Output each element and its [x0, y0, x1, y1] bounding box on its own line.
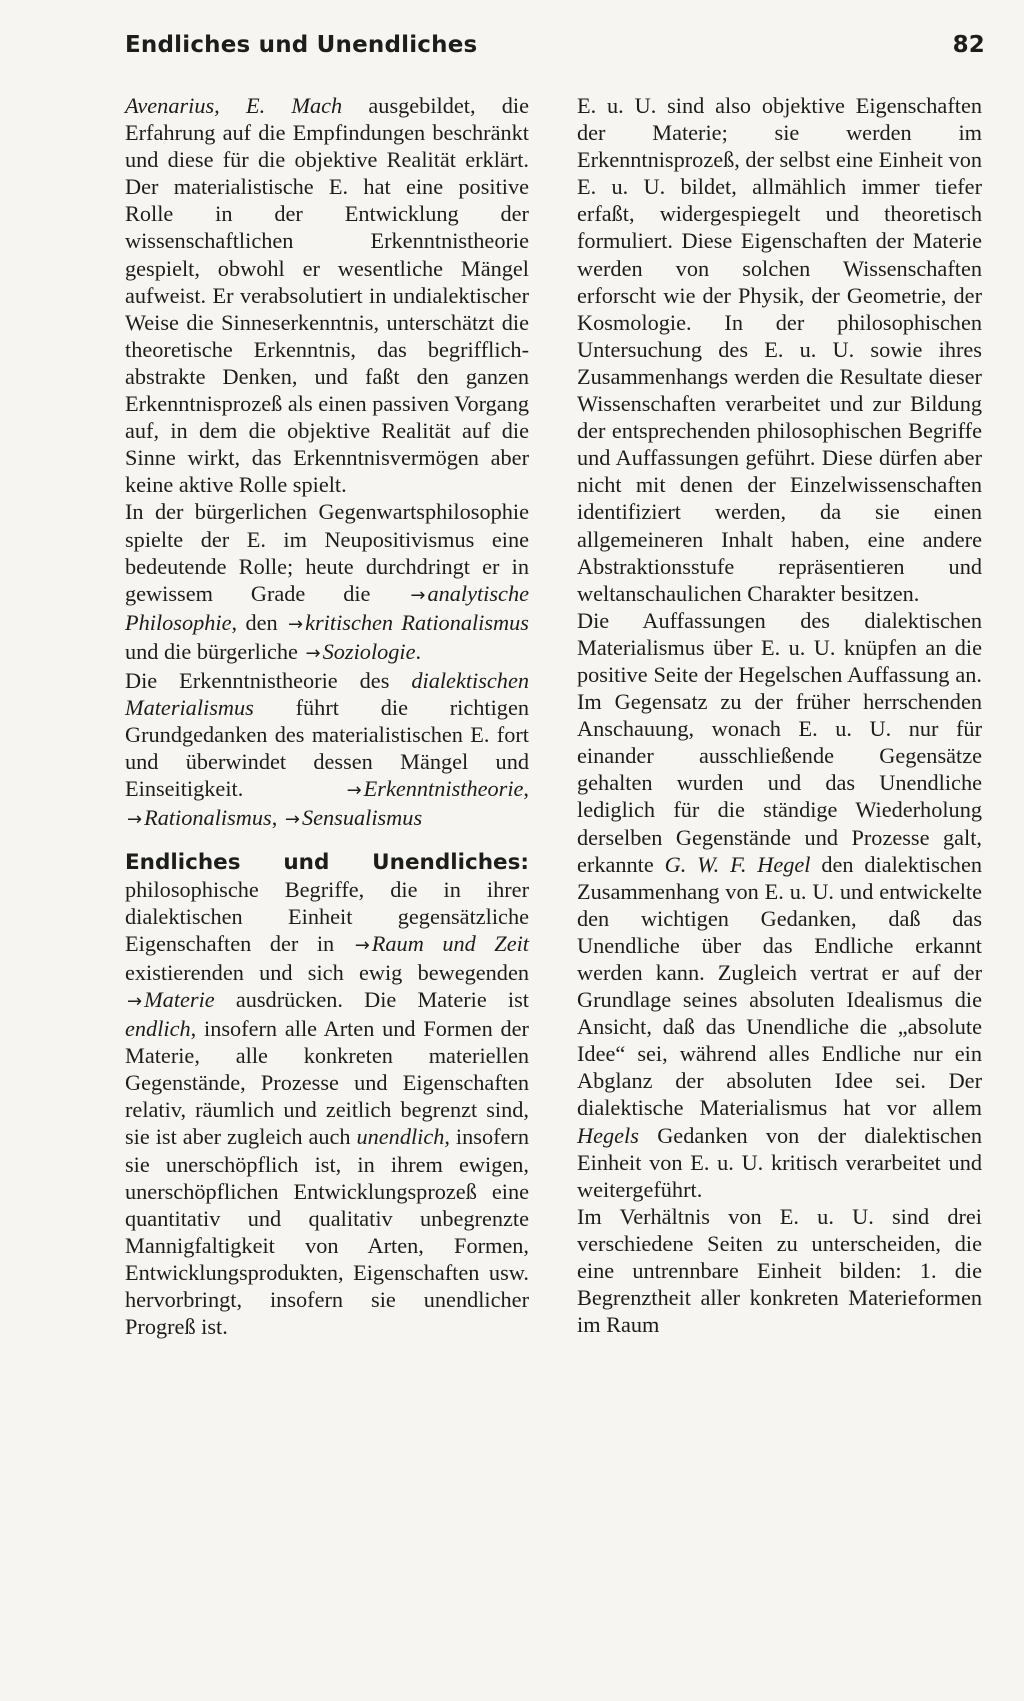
cross-reference-arrow-icon: → — [284, 809, 300, 831]
text-run: In der bürgerlichen Gegenwartsphilosophie spielte der E. im Neupositivismus eine bedeutende Rolle; heute durchdringt er in gewissem Grade die — [125, 499, 529, 606]
paragraph-three-aspects — [577, 1203, 982, 1338]
text-run: Gedanken von der dialektischen Einheit von E. u. U. kritisch verarbeitet und weitergeführt. — [577, 1122, 982, 1202]
cross-reference-arrow-icon: → — [288, 613, 304, 635]
cross-reference-arrow-icon: → — [127, 809, 143, 831]
text-run: E. u. U. sind also objektive Eigenschaften der Materie; sie werden im Erkenntnisprozeß, der selbst eine Einheit von E. u. U. bildet, allmählich immer tiefer erfaßt, widergespiegelt und theoretisch formuliert. Diese Eigenschaften der Materie werden von solchen Wissenschaften erforscht wie der Physik, der Geometrie, der Kosmologie. In der philosophischen Untersuchung des E. u. U. sowie ihres Zusammenhangs werden die Resultate dieser Wissenschaften verarbeitet und zur Bildung der entsprechenden philosophischen Begriffe und Auffassungen geführt. Diese dürfen aber nicht mit denen der Einzelwissenschaften identifiziert werden, da sie einen allgemeineren Inhalt haben, eine andere Abstraktionsstufe repräsentieren und weltanschaulichen Charakter besitzen. — [577, 93, 982, 606]
cross-reference-link[interactable]: Erkenntnistheorie — [363, 776, 524, 802]
right-column — [577, 92, 982, 1338]
text-run: führt die richtigen Grundgedanken des materialistischen E. fort und überwindet dessen Mängel und Einseitigkeit. — [125, 695, 529, 802]
text-run: , — [271, 805, 283, 831]
italic-term: G. W. F. Hegel — [664, 851, 811, 877]
entry-endliches-unendliches — [125, 848, 529, 1341]
paragraph-hegel — [577, 607, 982, 1203]
paragraph-empiricism-continued — [125, 92, 529, 498]
cross-reference-link[interactable]: Materie — [144, 987, 215, 1012]
text-run: Die Auffassungen des dialektischen Materialismus über E. u. U. knüpfen an die positive Seite der Hegelschen Auffassung an. Im Gegensatz zu der früher herrschenden Anschauung, wonach E. u. U. nur für einander ausschließende Gegensätze gehalten wurden und das Unendliche lediglich für die ständige Wiederholung derselben Gegenstände und Prozesse galt, erkannte — [577, 607, 982, 877]
cross-reference-arrow-icon: → — [354, 934, 370, 956]
italic-term: dialektischen Materialismus — [125, 667, 529, 721]
cross-reference-arrow-icon: → — [346, 780, 362, 802]
entry-headword: Endliches und Unendliches: — [125, 849, 529, 875]
text-run: Die Erkenntnistheorie des — [125, 667, 412, 693]
italic-term: Avenarius, E. Mach — [125, 93, 343, 118]
paragraph-dialectical-epistemology — [125, 667, 529, 834]
paragraph-objective-properties — [577, 92, 982, 607]
text-run: den dialektischen Zusammenhang von E. u. U. und entwickelte den wichtigen Gedanken, daß das Unendliche über das Endliche erkannt werden kann. Zugleich vertrat er auf der Grundlage seines absoluten Idealismus die Ansicht, daß das Unendliche die „absolute Idee“ sei, während alles Endliche nur ein Abglanz der absoluten Idee sei. Der dialektische Materialismus hat vor allem — [577, 851, 982, 1121]
cross-reference-arrow-icon: → — [305, 642, 321, 664]
cross-reference-link[interactable]: Sensualismus — [301, 805, 423, 831]
text-run: und die bürgerliche — [125, 638, 304, 664]
page-number: 82 — [952, 32, 985, 58]
cross-reference-link[interactable]: Soziologie — [322, 638, 416, 664]
text-run: , — [523, 776, 529, 802]
italic-term: endlich — [125, 1016, 191, 1042]
text-run: , insofern alle Arten und Formen der Materie, alle konkreten materiellen Gegenstände, Prozesse und Eigenschaften relativ, räumlich und zeitlich begrenzt sind, sie ist aber zugleich auch — [125, 1016, 529, 1150]
cross-reference-link[interactable]: Raum und Zeit — [371, 930, 529, 956]
italic-term: unendlich — [356, 1124, 445, 1150]
cross-reference-link[interactable]: analytische Philosophie — [125, 580, 529, 635]
running-head-title: Endliches und Unendliches — [125, 32, 478, 58]
text-run: ausgebildet, die Erfahrung auf die Empfindungen beschränkt und diese für die objektive Realität erklärt. Der materialistische E. hat eine positive Rolle in der Entwicklung der wissenschaftlichen Erkenntnistheorie gespielt, obwohl er wesentliche Mängel aufweist. Er verabsolutiert in undialektischer Weise die Sinneserkenntnis, unterschätzt die theoretische Erkenntnis, das begrifflich-abstrakte Denken, und faßt den ganzen Erkenntnisprozeß als einen passiven Vorgang auf, in dem die objektive Realität auf die Sinne wirkt, das Erkenntnisvermögen aber keine aktive Rolle spielt. — [125, 93, 529, 498]
cross-reference-link[interactable]: Rationalismus — [144, 805, 272, 831]
paragraph-bourgeois-philosophy — [125, 498, 529, 667]
text-run: Im Verhältnis von E. u. U. sind drei verschiedene Seiten zu unterscheiden, die eine untrennbare Einheit bilden: 1. die Begrenztheit aller konkreten Materieformen im Raum — [577, 1203, 982, 1338]
cross-reference-arrow-icon: → — [410, 584, 426, 606]
text-run: existierenden und sich ewig bewegenden — [125, 959, 529, 985]
cross-reference-link[interactable]: kritischen Rationalismus — [305, 609, 529, 635]
text-run: , den — [231, 609, 287, 635]
left-column — [125, 92, 529, 1340]
text-run: ausdrücken. Die Materie ist — [214, 987, 529, 1012]
text-run: philosophische Begriffe, die in ihrer dialektischen Einheit gegensätzliche Eigenschaften der in — [125, 876, 529, 956]
italic-term: Hegels — [577, 1122, 639, 1148]
running-header — [125, 32, 985, 58]
text-run: . — [415, 638, 422, 664]
cross-reference-arrow-icon: → — [127, 991, 143, 1012]
text-run: , insofern sie unerschöpflich ist, in ihrem ewigen, unerschöpflichen Entwicklungsprozeß eine quantitativ und qualitativ unbegrenzte Mannigfaltigkeit von Arten, Formen, Entwicklungsprodukten, Eigenschaften usw. hervorbringt, insofern sie unendlicher Progreß ist. — [125, 1124, 529, 1340]
